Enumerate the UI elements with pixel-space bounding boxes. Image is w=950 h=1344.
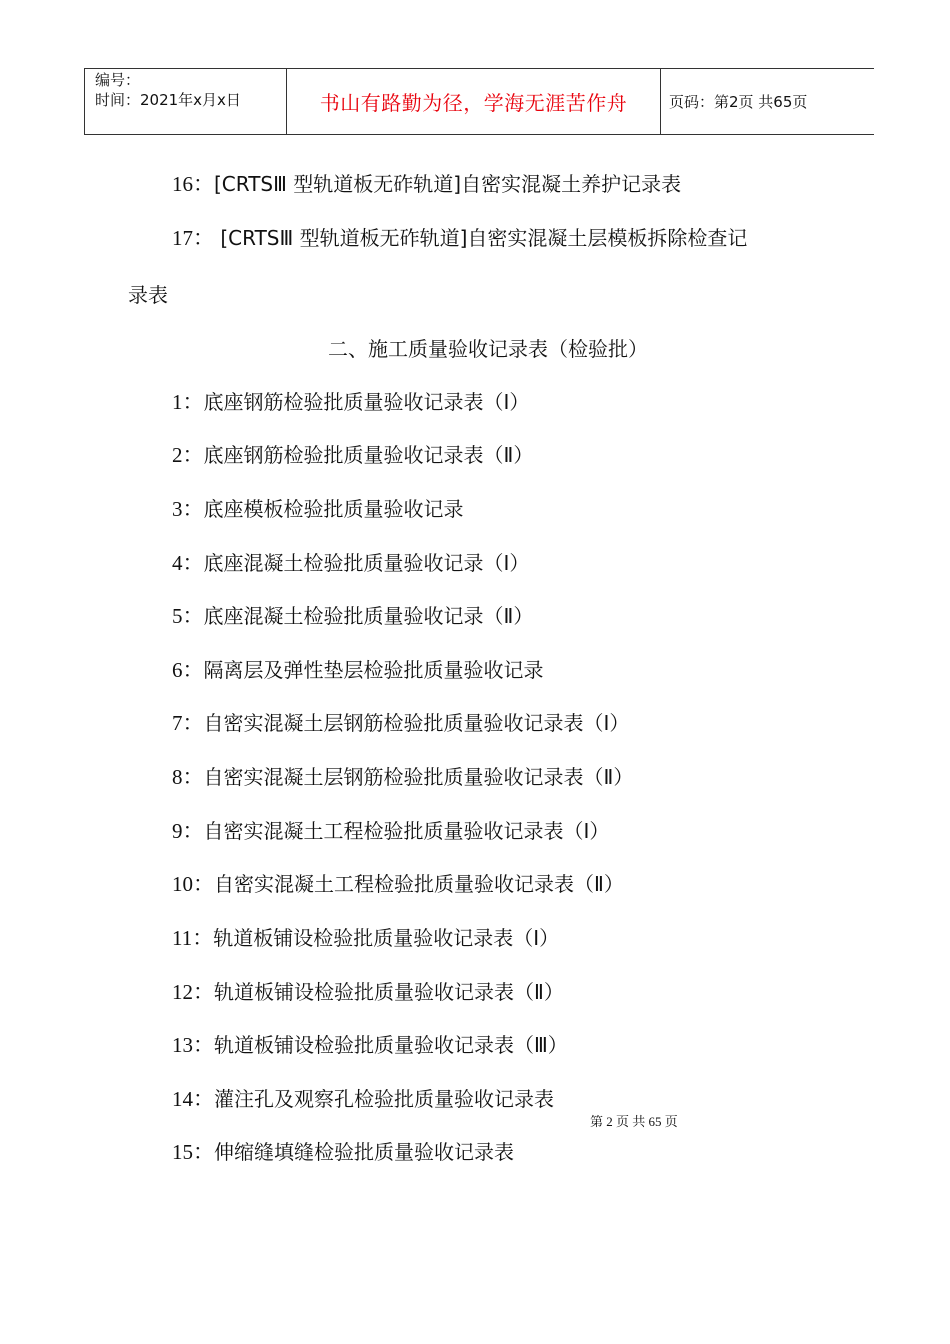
document-date-label: 时间：2021年x月x日 <box>95 91 241 109</box>
list-item <box>172 224 747 252</box>
list-item <box>172 924 559 952</box>
list-item-text: 底座混凝土检验批质量验收记录（Ⅰ） <box>203 551 530 575</box>
list-item <box>172 1031 568 1059</box>
list-item <box>172 441 533 469</box>
page-footer-number: 第 2 页 共 65 页 <box>590 1114 678 1129</box>
section-title: 二、施工质量验收记录表（检验批） <box>328 337 648 361</box>
list-item-number: 17： <box>172 226 214 250</box>
list-item-number: 16： <box>172 172 214 196</box>
list-item-number: 7： <box>172 711 204 735</box>
header-meta <box>85 69 287 134</box>
list-item-text: 自密实混凝土工程检验批质量验收记录表（Ⅱ） <box>214 872 624 896</box>
list-item-number: 12： <box>172 980 214 1004</box>
list-item-continuation: 录表 <box>128 283 168 307</box>
page-header <box>84 68 874 135</box>
list-item-number: 15： <box>172 1140 214 1164</box>
list-item-number: 5： <box>172 604 204 628</box>
list-item-text: 灌注孔及观察孔检验批质量验收记录表 <box>214 1087 554 1111</box>
header-motto: 书山有路勤为径，学海无涯苦作舟 <box>287 69 661 134</box>
list-item-text: [CRTSⅢ 型轨道板无砟轨道]自密实混凝土养护记录表 <box>214 172 682 196</box>
list-item-text: 底座混凝土检验批质量验收记录（Ⅱ） <box>203 604 534 628</box>
list-item <box>172 817 609 845</box>
list-item <box>172 170 681 198</box>
list-item-text: 伸缩缝填缝检验批质量验收记录表 <box>214 1140 514 1164</box>
list-item <box>172 1138 514 1166</box>
list-item <box>172 602 533 630</box>
list-item-number: 14： <box>172 1087 214 1111</box>
list-item-number: 1： <box>172 390 204 414</box>
list-item-number: 2： <box>172 443 204 467</box>
document-number-label: 编号： <box>95 71 141 89</box>
list-item-text: 自密实混凝土工程检验批质量验收记录表（Ⅰ） <box>203 819 610 843</box>
list-item-number: 9： <box>172 819 204 843</box>
list-item <box>172 495 464 523</box>
list-item-text: 底座钢筋检验批质量验收记录表（Ⅰ） <box>203 390 530 414</box>
list-item <box>172 1085 554 1113</box>
list-item-text: [CRTSⅢ 型轨道板无砟轨道]自密实混凝土层模板拆除检查记 <box>214 226 748 250</box>
list-item-text: 底座钢筋检验批质量验收记录表（Ⅱ） <box>203 443 534 467</box>
list-item <box>172 978 564 1006</box>
list-item-number: 13： <box>172 1033 214 1057</box>
list-item <box>172 656 544 684</box>
list-item <box>172 870 624 898</box>
list-item-number: 11： <box>172 926 214 950</box>
list-item-text: 隔离层及弹性垫层检验批质量验收记录 <box>203 658 544 682</box>
list-item-text: 底座模板检验批质量验收记录 <box>203 497 464 521</box>
list-item-text: 轨道板铺设检验批质量验收记录表（Ⅰ） <box>213 926 560 950</box>
list-item-text: 轨道板铺设检验批质量验收记录表（Ⅱ） <box>214 980 564 1004</box>
list-item-number: 4： <box>172 551 204 575</box>
list-item <box>172 549 529 577</box>
list-item-number: 3： <box>172 497 204 521</box>
list-item-text: 自密实混凝土层钢筋检验批质量验收记录表（Ⅱ） <box>203 765 634 789</box>
list-item-number: 8： <box>172 765 204 789</box>
list-item <box>172 709 629 737</box>
list-item <box>172 763 633 791</box>
list-item-number: 10： <box>172 872 214 896</box>
list-item-text: 自密实混凝土层钢筋检验批质量验收记录表（Ⅰ） <box>203 711 630 735</box>
list-item <box>172 388 529 416</box>
list-item-text: 轨道板铺设检验批质量验收记录表（Ⅲ） <box>214 1033 568 1057</box>
header-page-number: 页码：第2页 共65页 <box>669 93 808 111</box>
list-item-number: 6： <box>172 658 204 682</box>
